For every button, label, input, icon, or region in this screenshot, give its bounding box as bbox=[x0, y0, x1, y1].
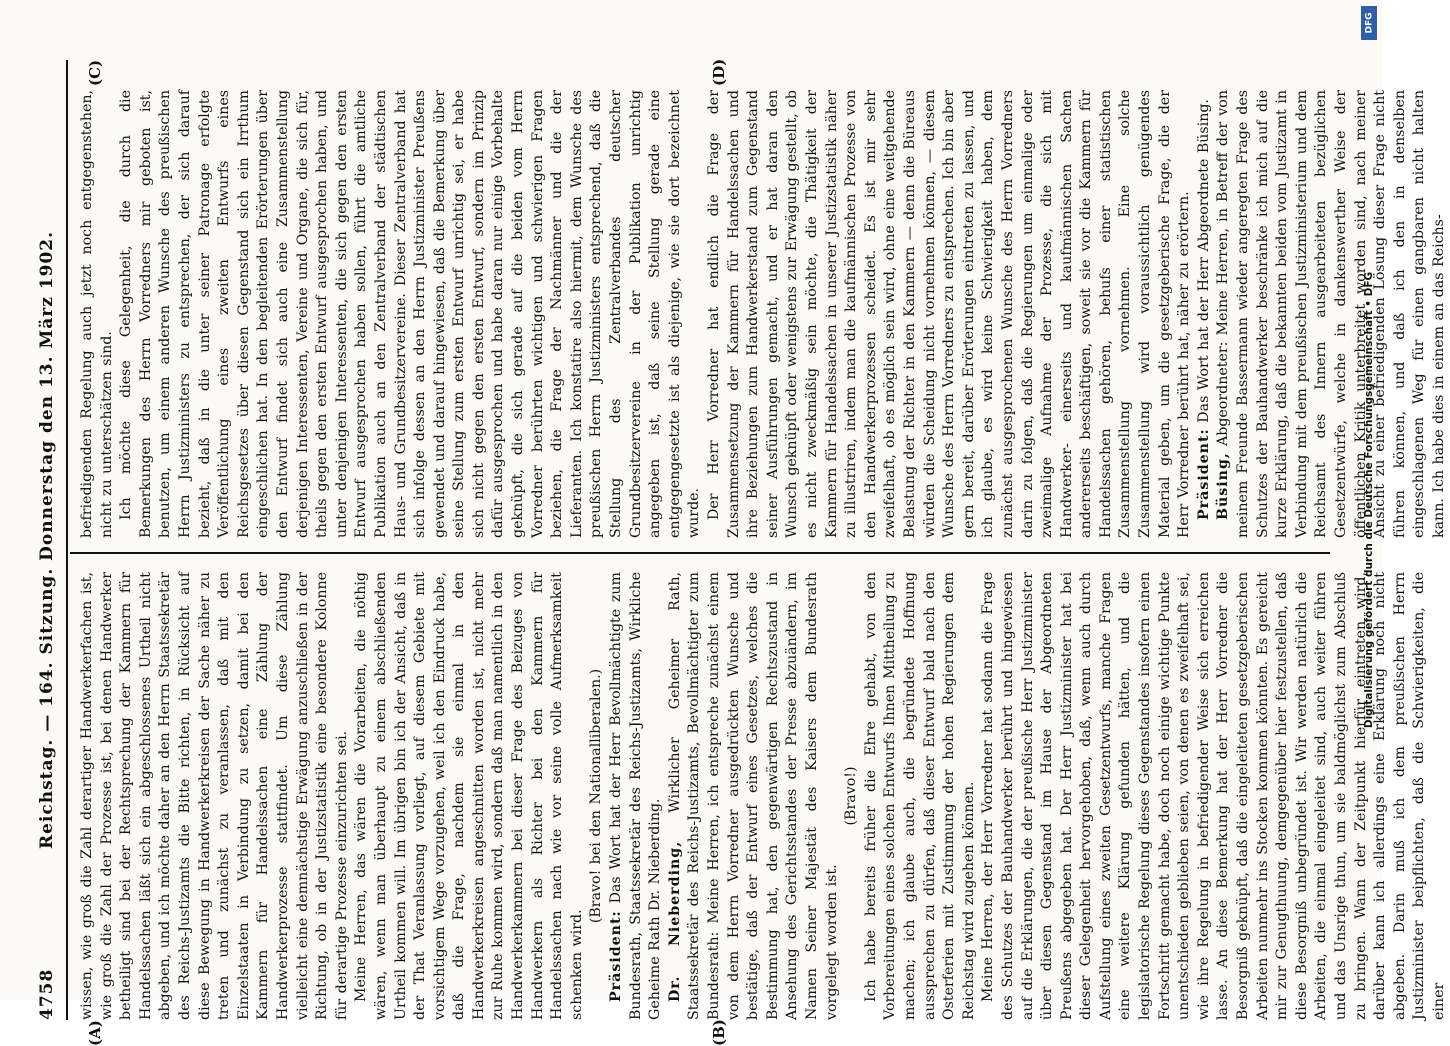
speaker-name: Dr. Nieberding, bbox=[666, 840, 683, 1002]
speech-text: Das Wort hat der Herr Abgeordnete Büsing. bbox=[1195, 99, 1212, 429]
page-header bbox=[30, 60, 64, 1020]
stage-direction: (Bravo! bei den Nationalliberalen.) bbox=[588, 668, 605, 924]
speaker-name: Büsing, bbox=[1215, 452, 1232, 520]
column-divider bbox=[70, 552, 1330, 554]
speech-text: Wirklicher Geheimer Rath, Staatssekretär des Reichs-Justizamts, Bevollmächtigter zum Bundesrath: Meine Herren, ich entspreche zunächst einem von dem Herrn Vorredner ausgedrückten Wunsche und bestätige, daß der Entwurf eines Gesetzes, welches die Bestimmung hat, den gegenwärtigen Rechtszustand in Ansehung des Gerichtsstandes der Presse abzuändern, im Namen Seiner Majestät des Kaisers dem Bundesrath vorgelegt worden ist. bbox=[666, 572, 840, 1020]
speech-paragraph bbox=[1214, 90, 1449, 538]
margin-marker-a: (A) bbox=[86, 1020, 104, 1046]
stage-direction: (Bravo!) bbox=[843, 766, 860, 826]
left-column bbox=[78, 572, 1447, 1020]
speech-text: Abgeordneter: Meine Herren, in Betreff der von meinem Freunde Bassermann wieder angeregten Frage des Schutzes der Bauhandwerker beschränke ich mich auf die kurze Erklärung, daß die bekannten beiden vom Justizamt in Verbindung mit dem preußischen Justizministerium und dem Reichsamt des Innern ausgearbeiteten bezüglichen Gesetzentwürfe, welche in dankenswerther Weise der öffentlichen Kritik unterbreitet worden sind, nach meiner Ansicht zu einer befriedigenden Lösung dieser Frage nicht führen können, und daß ich den in denselben eingeschlagenen Weg für einen gangbaren nicht halten kann. Ich habe dies in einem an das Reichs- bbox=[1215, 90, 1447, 538]
speaker-name: Präsident: bbox=[1195, 428, 1212, 520]
dfg-logo: DFG bbox=[1361, 6, 1377, 40]
margin-marker-b: (B) bbox=[710, 1019, 728, 1046]
margin-marker-d: (D) bbox=[710, 58, 728, 86]
speech-paragraph bbox=[1195, 90, 1215, 538]
paragraph: befriedigenden Regelung auch jetzt noch entgegenstehen, nicht zu unterschätzen sind. bbox=[79, 90, 115, 538]
running-head: Reichstag. — 164. Sitzung. Donnerstag den 13. März 1902. bbox=[37, 230, 57, 850]
speech-paragraph bbox=[666, 572, 842, 1020]
paragraph: wissen, wie groß die Zahl derartiger Handwerkerfachen ist, wie groß die Zahl der Prozesse ist, bei denen Handwerker betheiligt sind bei der Rechtsprechung der Kammern für Handelssachen läßt sich ein abgeschlossenes Urtheil nicht abgeben, und ich möchte daher an den Herrn Staatssekretär des Reichs-Justizamts die Bitte richten, in Rücksicht auf diese Bewegung in Handwerkerkreisen der Sache näher zu treten und zunächst zu veranlassen, daß mit den Einzelstaaten in Verbindung zu setzen, damit bei den Kammern für Handelssachen eine Zählung der Handwerkerprozesse stattfindet. Um diese Zählung vielleicht eine demnächstige Erwägung anzuschließen in der Richtung, ob in der Justizstatistik eine besondere Kolonne für derartige Prozesse einzurichten sei. bbox=[79, 572, 350, 1020]
paragraph: Ich habe bereits früher die Ehre gehabt, von den Vorbereitungen eines solchen Entwurfs Ihnen Mittheilung zu machen; ich glaube auch, die begründete Hoffnung aussprechen zu dürfen, daß dieser Entwurf bald nach den Osterferien mit Zustimmung der hohen Regierungen dem Reichstag wird zugehen können. bbox=[862, 572, 977, 1020]
paragraph: Der Herr Vorredner hat endlich die Frage der Zusammensetzung der Kammern für Handelssachen und ihre Beziehungen zum Handwerkerstand zum Gegenstand seiner Ausführungen gemacht, und er hat daran den Wunsch geknüpft oder wenigstens zur Erwägung gestellt, ob es nicht zweckmäßig sein möchte, die Thätigkeit der Kammern für Handelssachen in unserer Justizstatistik näher zu illustriren, indem man die kaufmännischen Prozesse von den Handwerkerprozessen scheidet. Es ist mir sehr zweifelhaft, ob es möglich sein wird, ohne eine weitgehende Belastung der Richter in den Kammern — denn die Büreaus würden die Scheidung nicht vornehmen können, — diesem Wunsche des Herrn Vorredners zu entsprechen. Ich bin aber gern bereit, darüber Erörterungen eintreten zu lassen, und ich glaube, es wird keine Schwierigkeit haben, dem zunächst ausgesprochenen Wunsche des Herrn Vorredners darin zu folgen, daß die Regierungen um einmalige oder zweimalige Aufnahme der Prozesse, die sich mit Handwerker- einerseits und kaufmännischen Sachen andererseits beschäftigen, soweit sie vor die Kammern für Handelssachen gehören, behufs einer statistischen Zusammenstellung vornehmen. Eine solche Zusammenstellung wird voraussichtlich genügendes Material geben, um die gesetzgeberische Frage, die der Herr Vorredner berührt hat, näher zu erörtern. bbox=[706, 90, 1193, 538]
header-rule bbox=[66, 60, 68, 1020]
paragraph: Ich möchte diese Gelegenheit, die durch die Bemerkungen des Herrn Vorredners mir geboten ist, benutzen, um einem anderen Wunsche des preußischen Herrn Justizministers zu entsprechen, der sich darauf bezieht, daß in die unter seiner Patronage erfolgte Veröffentlichung eines zweiten Entwurfs eines Reichsgesetzes über diesen Gegenstand sich ein Irrthum eingeschlichen hat. In den begleitenden Erörterungen über den Entwurf findet sich auch eine Zusammenstellung derjenigen Interessenten, Vereine und Organe, die sich für, theils gegen den ersten Entwurf ausgesprochen haben, und unter denjenigen Interessenten, die sich gegen den ersten Entwurf ausgesprochen haben sollen, führt die amtliche Publikation auch an den Zentralverband der städtischen Haus- und Grundbesitzervereine. Dieser Zentralverband hat sich infolge dessen an den Herrn Justizminister Preußens gewendet und darauf hingewiesen, daß die Bemerkung über seine Stellung zum ersten Entwurf unrichtig sei, er habe sich nicht gegen den ersten Entwurf, sondern im Prinzip dafür ausgesprochen und habe daran nur einige Vorbehalte geknüpft, die sich gerade auf die beiden vom Herrn Vorredner berührten wichtigen und schwierigen Fragen beziehen, die Frage der Nachmänner und die der Lieferanten. Ich konstatire also hiermit, dem Wunsche des preußischen Herrn Justizministers entsprechend, daß die Stellung des Zentralverbandes deutscher Grundbesitzervereine in der Publikation unrichtig angegeben ist, daß seine Stellung gerade eine entgegengesetzte ist als diejenige, wie sie dort bezeichnet wurde. bbox=[118, 90, 703, 538]
page-number: 4758 bbox=[37, 968, 57, 1020]
speech-text: Das Wort hat der Herr Bevollmächtigte zum Bundesrath, Staatssekretär des Reichs-Justizamts, Wirkliche Geheime Rath Dr. Nieberding. bbox=[608, 572, 664, 1020]
speaker-name: Präsident: bbox=[608, 910, 625, 1002]
paragraph: Meine Herren, der Herr Vorredner hat sodann die Frage des Schutzes der Bauhandwerker berührt und hingewiesen auf die Erklärungen, die der preußische Herr Justizminister über diesen Gegenstand im Hause der Abgeordneten Preußens abgegeben hat. Der Herr Justizminister hat bei dieser Gelegenheit hervorgehoben, daß, wenn auch durch Aufstellung eines zweiten Gesetzentwurfs, manche Fragen eine weitere Klärung gefunden hätten, und die legislatorische Regelung dieses Gegenstandes insofern einen Fortschritt gemacht habe, doch noch einige wichtige Punkte unentschieden geblieben seien, von denen es zweifelhaft sei, wie ihre Regelung in befriedigender Weise sich erreichen lasse. An diese Bemerkung hat der Herr Vorredner die Besorgniß geknüpft, daß die eingeleiteten gesetzgeberischen Arbeiten nunmehr ins Stocken kommen könnten. Es gereicht mir zur Genugthuung, demgegenüber hier festzustellen, daß diese Besorgniß unbegründet ist. Wir werden natürlich die Arbeiten, die einmal eingeleitet sind, auch weiter führen und das Unsrige thun, um sie baldmöglichst zum Abschluß zu bringen. Wann der Zeitpunkt hierfür eintreten wird, darüber kann ich allerdings eine Erklärung noch nicht abgeben. Darin muß ich dem preußischen Herrn Justizminister beipflichten, daß die Schwierigkeiten, die einer bbox=[980, 572, 1447, 1020]
speech-paragraph bbox=[607, 572, 666, 1020]
digitization-notice: Digitalisierung gefördert durch die Deutsche Forschungsgemeinschaft • DFG bbox=[1363, 271, 1375, 729]
margin-marker-c: (C) bbox=[86, 59, 104, 86]
paragraph: Meine Herren, das wären die Vorarbeiten, die nöthig wären, wenn man überhaupt zu einem abschließenden Urtheil kommen will. Im übrigen bin ich der Ansicht, daß in der That Veranlassung vorliegt, auf diesem Gebiete mit vorsichtigem Wege vorzugehen, weil ich den Eindruck habe, daß die Frage, nachdem sie einmal in den Handwerkerkreisen angeschnitten worden ist, nicht mehr zur Ruhe kommen wird, sondern daß man namentlich in den Handwerkerkammern bei dieser Frage des Beizuges von Handwerkern als Richter bei den Kammern für Handelssachen nach wie vor seine volle Aufmerksamkeit schenken wird. bbox=[353, 572, 585, 1020]
